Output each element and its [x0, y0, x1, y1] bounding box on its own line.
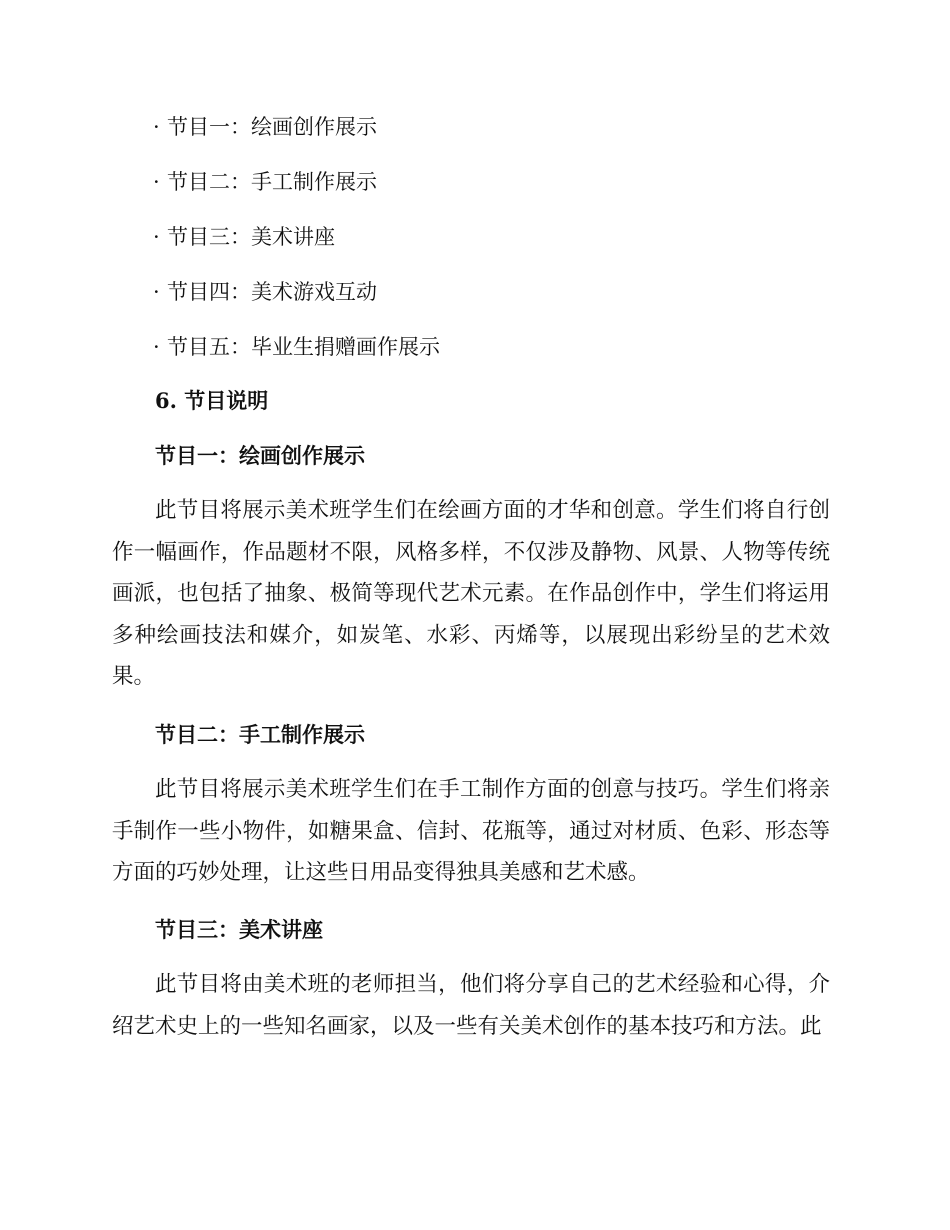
- program-list: [153, 108, 440, 383]
- program-list-text: 节目二：手工制作展示: [167, 170, 377, 194]
- bullet-marker: ·: [153, 115, 160, 139]
- program-one-heading: 节目一：绘画创作展示: [155, 443, 365, 468]
- program-list-text: 节目五：毕业生捐赠画作展示: [167, 335, 440, 359]
- bullet-marker: ·: [153, 170, 160, 194]
- program-two-heading: 节目二：手工制作展示: [155, 722, 365, 747]
- program-list-item: [153, 163, 440, 201]
- program-two-description: 此节目将展示美术班学生们在手工制作方面的创意与技巧。学生们将亲手制作一些小物件，如糖果盒、信封、花瓶等，通过对材质、色彩、形态等方面的巧妙处理，让这些日用品变得独具美感和艺术感。: [112, 777, 830, 886]
- bullet-marker: ·: [153, 280, 160, 304]
- program-list-text: 节目四：美术游戏互动: [167, 280, 377, 304]
- program-list-text: 节目一：绘画创作展示: [167, 115, 377, 139]
- program-list-item: [153, 108, 440, 146]
- program-list-text: 节目三：美术讲座: [167, 225, 335, 249]
- section-heading: 6. 节目说明: [155, 388, 269, 413]
- program-three-description: 此节目将由美术班的老师担当，他们将分享自己的艺术经验和心得，介绍艺术史上的一些知名画家，以及一些有关美术创作的基本技巧和方法。此: [112, 972, 830, 1039]
- program-one-description: 此节目将展示美术班学生们在绘画方面的才华和创意。学生们将自行创作一幅画作，作品题材不限，风格多样，不仅涉及静物、风景、人物等传统画派，也包括了抽象、极简等现代艺术元素。在作品创作中，学生们将运用多种绘画技法和媒介，如炭笔、水彩、丙烯等，以展现出彩纷呈的艺术效果。: [112, 498, 830, 690]
- program-list-item: [153, 328, 440, 366]
- program-three-heading: 节目三：美术讲座: [155, 917, 323, 942]
- bullet-marker: ·: [153, 225, 160, 249]
- program-list-item: [153, 273, 440, 311]
- bullet-marker: ·: [153, 335, 160, 359]
- program-list-item: [153, 218, 440, 256]
